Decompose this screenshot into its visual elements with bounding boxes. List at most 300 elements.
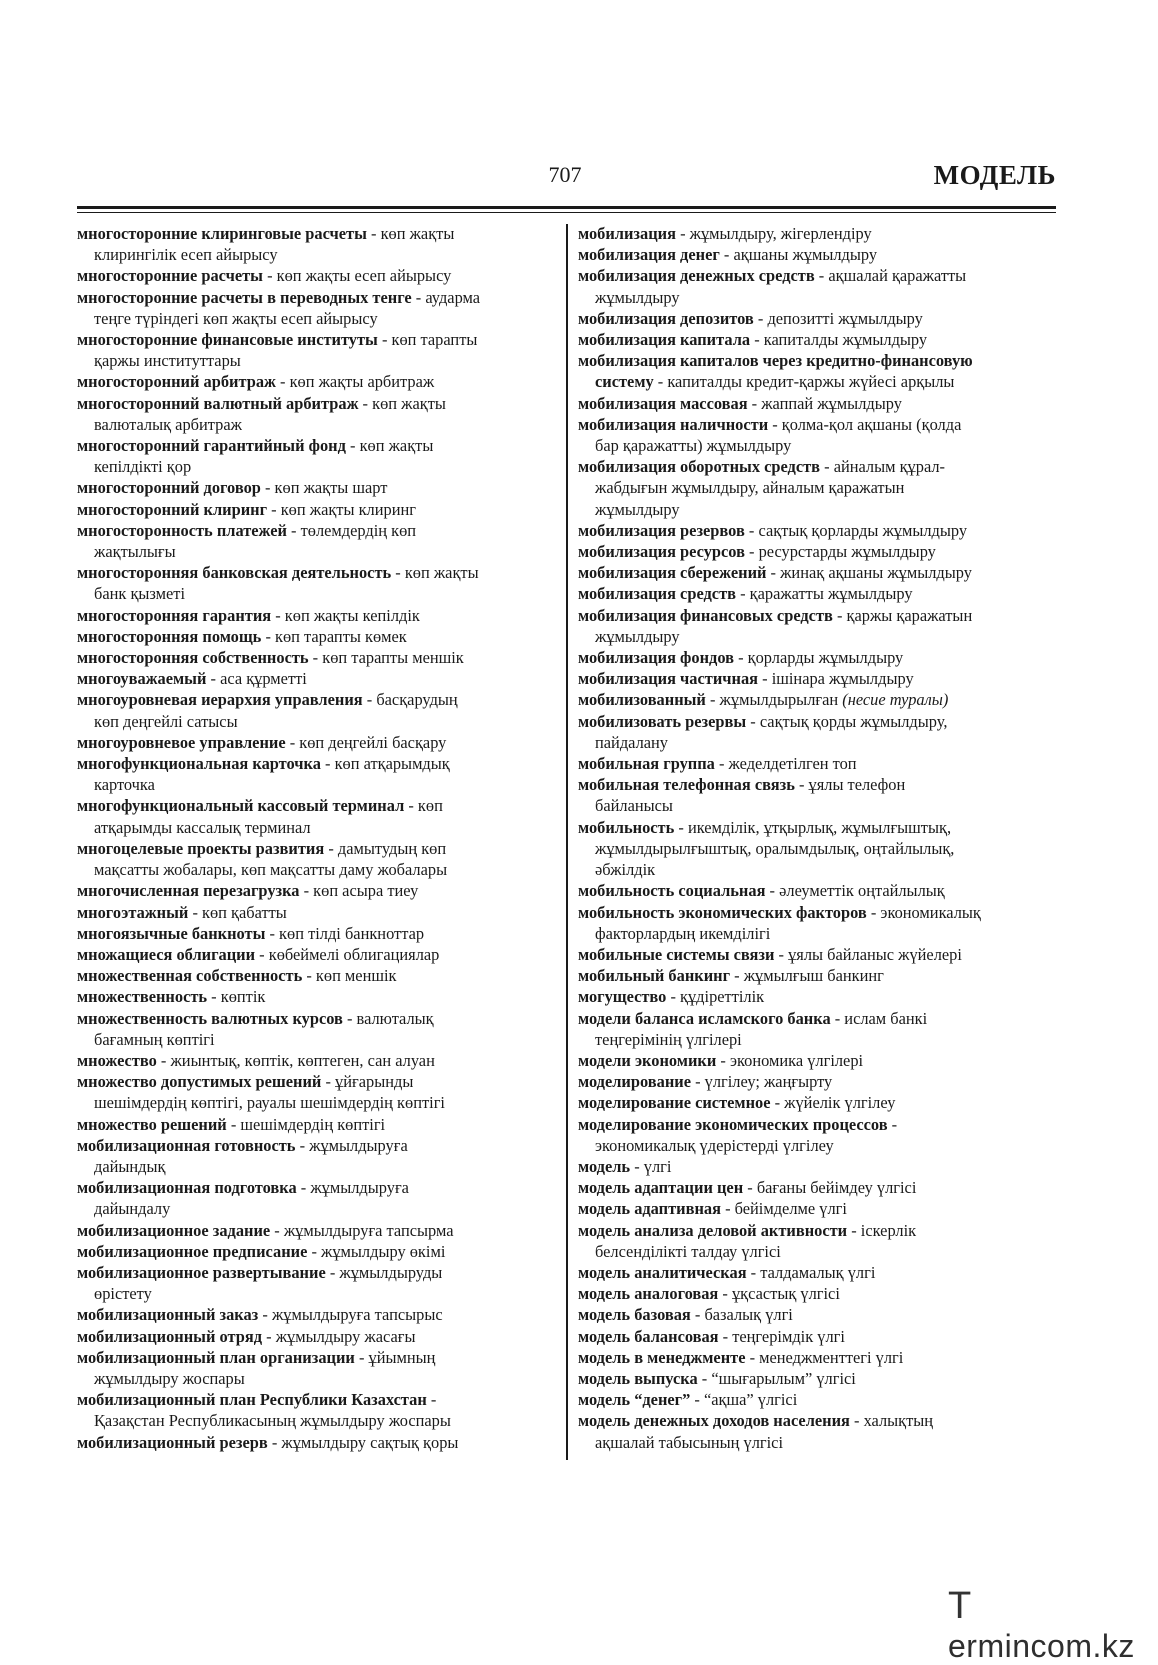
entry-separator: -	[653, 372, 668, 392]
entry-separator: -	[666, 987, 681, 1007]
dictionary-entry	[77, 1135, 555, 1156]
entry-separator: -	[362, 690, 377, 710]
entry-separator: -	[285, 732, 300, 752]
entry-continuation: дайындық	[94, 1156, 166, 1176]
entry-term: многочисленная перезагрузка	[77, 881, 300, 901]
dictionary-entry	[77, 477, 555, 498]
entry-translation: көп	[417, 796, 443, 816]
dictionary-entry	[77, 923, 555, 944]
entry-translation: көп тілді банкноттар	[279, 923, 425, 943]
entry-translation: үлгі	[643, 1156, 672, 1176]
entry-term: многоцелевые проекты развития	[77, 838, 325, 858]
dictionary-entry	[77, 1071, 555, 1092]
dictionary-entry	[578, 1220, 1056, 1241]
dictionary-entry	[578, 774, 1056, 795]
entry-translation: қолма-қол ақшаны (қолда	[781, 414, 962, 434]
dictionary-entry	[77, 838, 555, 859]
entry-separator: -	[847, 1220, 861, 1240]
dictionary-entry	[77, 1262, 555, 1283]
entry-separator: -	[206, 669, 221, 689]
entry-separator: -	[295, 1135, 310, 1155]
entry-translation: көп жақты кепілдік	[284, 605, 420, 625]
entry-term: многосторонняя гарантия	[77, 605, 272, 625]
entry-term: модель аналоговая	[578, 1284, 719, 1304]
dictionary-entry	[77, 1114, 555, 1135]
entry-separator: -	[768, 414, 782, 434]
entry-translation: ақшаны жұмылдыру	[733, 245, 878, 265]
entry-translation: жинақ ақшаны жұмылдыру	[780, 563, 972, 583]
entry-translation: жұмылдыруға тапсырыс	[271, 1305, 443, 1325]
dictionary-entry	[578, 711, 1056, 732]
entry-translation: әлеуметтік оңтайлылық	[779, 881, 945, 901]
entry-term: мобилизация финансовых средств	[578, 605, 833, 625]
watermark-mark: T	[948, 1585, 972, 1627]
entry-continuation: кепілдікті қор	[94, 457, 192, 477]
entry-separator: -	[258, 1305, 272, 1325]
entry-separator: -	[744, 542, 759, 562]
entry-separator: -	[261, 626, 276, 646]
entry-translation: жұмылдыру, жігерлендіру	[689, 224, 872, 243]
entry-separator: -	[262, 266, 277, 286]
entry-translation: көп жақты	[380, 224, 455, 243]
entry-separator: -	[267, 499, 281, 519]
entry-translation: ресурстарды жұмылдыру	[758, 542, 936, 562]
entry-term: модель базовая	[578, 1305, 691, 1325]
entry-continuation: атқарымды кассалық терминал	[94, 817, 311, 837]
entry-translation: көбеймелі облигациялар	[268, 944, 440, 964]
dictionary-entry	[578, 1283, 1056, 1304]
entry-separator: -	[690, 1390, 704, 1410]
entry-translation: халықтың	[863, 1411, 934, 1431]
dictionary-entry	[77, 1389, 555, 1410]
entry-term: многосторонний договор	[77, 478, 261, 498]
entry-term: модель аналитическая	[578, 1262, 747, 1282]
entry-term: многосторонние финансовые институты	[77, 330, 378, 350]
entry-translation: “шығарылым” үлгісі	[711, 1368, 856, 1388]
entry-separator: -	[766, 563, 781, 583]
entry-separator: -	[156, 1050, 171, 1070]
entry-translation: ұқсастық үлгісі	[731, 1284, 840, 1304]
entry-separator: -	[697, 1368, 712, 1388]
entry-term: мобилизация капитала	[578, 330, 751, 350]
left-column	[77, 223, 555, 1453]
entry-separator: -	[324, 838, 338, 858]
entry-term: модель	[578, 1156, 631, 1176]
dictionary-entry	[578, 1050, 1056, 1071]
entry-continuation: теңгерімінің үлгілері	[595, 1029, 742, 1049]
dictionary-entry	[578, 350, 1056, 371]
entry-translation: қаражатты жұмылдыру	[749, 584, 913, 604]
dictionary-entry	[77, 732, 555, 753]
entry-separator: -	[302, 966, 316, 986]
dictionary-entry	[578, 1262, 1056, 1283]
header-rule-thin	[77, 212, 1056, 213]
entry-separator: -	[354, 1347, 369, 1367]
entry-term: мобилизация массовая	[578, 393, 748, 413]
entry-separator: -	[286, 520, 301, 540]
entry-translation: депозитті жұмылдыру	[767, 308, 923, 328]
entry-translation: сақтық қорларды жұмылдыру	[758, 520, 968, 540]
entry-continuation: мақсатты жобалары, көп мақсатты даму жобалары	[94, 860, 448, 880]
entry-translation: көптік	[220, 987, 266, 1007]
entry-term: мобилизационный план Республики Казахстан	[77, 1390, 427, 1410]
entry-separator: -	[299, 881, 314, 901]
entry-term: моделирование	[578, 1072, 691, 1092]
header-rule-thick	[77, 206, 1056, 209]
dictionary-entry	[77, 371, 555, 392]
dictionary-entry	[77, 605, 555, 626]
entry-continuation: факторлардың икемділігі	[595, 923, 771, 943]
dictionary-entry	[77, 795, 555, 816]
dictionary-entry	[578, 1092, 1056, 1113]
entry-continuation: банк қызметі	[94, 584, 186, 604]
entry-term: многосторонний валютный арбитраж	[77, 393, 359, 413]
entry-term: многосторонние расчеты в переводных тенге	[77, 287, 412, 307]
entry-translation: төлемдердің көп	[300, 520, 417, 540]
entry-separator: -	[770, 1093, 785, 1113]
entry-separator: -	[342, 1008, 357, 1028]
entry-continuation: дайындалу	[94, 1199, 171, 1219]
dictionary-entry	[578, 817, 1056, 838]
dictionary-entry	[578, 520, 1056, 541]
entry-separator: -	[366, 224, 381, 243]
entry-translation: валюталық	[356, 1008, 434, 1028]
dictionary-entry	[77, 965, 555, 986]
entry-separator: -	[743, 1178, 757, 1198]
entry-term: множественная собственность	[77, 966, 303, 986]
entry-separator: -	[260, 478, 275, 498]
entry-continuation: белсенділікті талдау үлгісі	[595, 1241, 781, 1261]
entry-term: модель в менеджменте	[578, 1347, 746, 1367]
entry-translation: жұмылдыруды	[339, 1262, 443, 1282]
dictionary-entry	[77, 944, 555, 965]
entry-translation: көп жақты	[359, 436, 434, 456]
entry-separator: -	[325, 1262, 340, 1282]
entry-continuation: жабдығын жұмылдыру, айналым қаражатын	[595, 478, 905, 498]
entry-translation: ішінара жұмылдыру	[771, 669, 914, 689]
entry-translation: базалық үлгі	[704, 1305, 793, 1325]
entry-separator: -	[207, 987, 221, 1007]
entry-term: модель адаптации цен	[578, 1178, 744, 1198]
dictionary-entry	[77, 1432, 555, 1453]
entry-term: мобилизация средств	[578, 584, 736, 604]
entry-translation: басқарудың	[376, 690, 458, 710]
entry-term: модели баланса исламского банка	[578, 1008, 831, 1028]
entry-translation: жұмылғыш банкинг	[743, 966, 884, 986]
entry-translation: экономика үлгілері	[729, 1050, 864, 1070]
dictionary-entry	[578, 944, 1056, 965]
entry-term: многосторонний гарантийный фонд	[77, 436, 346, 456]
dictionary-entry	[578, 456, 1056, 477]
entry-term: мобилизация фондов	[578, 648, 734, 668]
entry-term: многосторонние клиринговые расчеты	[77, 224, 367, 243]
dictionary-entry	[578, 965, 1056, 986]
entry-translation: икемділік, ұтқырлық, жұмылғыштық,	[687, 817, 952, 837]
dictionary-entry	[77, 902, 555, 923]
entry-note: (несие туралы)	[842, 690, 949, 710]
dictionary-entry	[578, 1008, 1056, 1029]
entry-separator: -	[705, 690, 720, 710]
entry-term: моделирование системное	[578, 1093, 771, 1113]
entry-term: мобилизация частичная	[578, 669, 759, 689]
entry-continuation: валюталық арбитраж	[94, 414, 242, 434]
entry-separator: -	[377, 330, 392, 350]
entry-term: множественность валютных курсов	[77, 1008, 343, 1028]
dictionary-entry	[578, 902, 1056, 923]
entry-separator: -	[690, 1305, 705, 1325]
dictionary-entry	[578, 689, 1056, 710]
dictionary-entry	[77, 562, 555, 583]
entry-term: многоуровневое управление	[77, 732, 286, 752]
entry-translation: жұмылдырылған	[719, 690, 839, 710]
dictionary-entry	[578, 223, 1056, 244]
entry-separator: -	[345, 436, 360, 456]
dictionary-entry	[77, 689, 555, 710]
dictionary-entry	[77, 1304, 555, 1325]
dictionary-entry	[578, 1198, 1056, 1219]
dictionary-entry	[77, 647, 555, 668]
entry-term: мобилизация депозитов	[578, 308, 754, 328]
entry-term: моделирование экономических процессов	[578, 1114, 888, 1134]
entry-translation: іскерлік	[860, 1220, 917, 1240]
entry-continuation: клирингілік есеп айырысу	[94, 245, 278, 265]
entry-term: мобилизация ресурсов	[578, 542, 745, 562]
entry-translation: капиталды жұмылдыру	[763, 330, 928, 350]
entry-continuation: жұмылдырылғыштық, оралымдылық, оңтайлылық,	[595, 838, 955, 858]
entry-term: модель анализа деловой активности	[578, 1220, 848, 1240]
entry-term: модель выпуска	[578, 1368, 698, 1388]
entry-term: мобилизация денежных средств	[578, 266, 815, 286]
entry-translation: көп жақты есеп айырысу	[276, 266, 452, 286]
column-divider	[566, 224, 568, 1460]
entry-translation: үлгілеу; жаңғырту	[704, 1072, 833, 1092]
entry-separator: -	[750, 330, 764, 350]
entry-translation: қорларды жұмылдыру	[747, 648, 904, 668]
entry-translation: жұмылдыру жасағы	[275, 1326, 416, 1346]
dictionary-entry	[578, 244, 1056, 265]
dictionary-entry	[578, 1326, 1056, 1347]
entry-separator: -	[267, 1432, 282, 1452]
dictionary-entry	[77, 668, 555, 689]
entry-translation: көп атқарымдық	[334, 754, 450, 774]
entry-continuation: әбжілдік	[595, 860, 656, 880]
entry-translation: жұмылдыруға	[310, 1178, 409, 1198]
entry-term: множество	[77, 1050, 157, 1070]
entry-term: мобилизация оборотных средств	[578, 457, 821, 477]
entry-translation: жұмылдыруға	[309, 1135, 408, 1155]
entry-separator: -	[820, 457, 834, 477]
entry-term: многосторонние расчеты	[77, 266, 263, 286]
entry-continuation: экономикалық үдерістерді үлгілеу	[595, 1135, 834, 1155]
dictionary-entry	[578, 880, 1056, 901]
entry-term: множество допустимых решений	[77, 1072, 322, 1092]
termincom-watermark	[948, 1585, 1158, 1665]
dictionary-entry	[77, 1050, 555, 1071]
entry-term: мобилизация наличности	[578, 414, 769, 434]
entry-translation: құдіреттілік	[680, 987, 765, 1007]
dictionary-entry	[578, 605, 1056, 626]
entry-term: мобильность экономических факторов	[578, 902, 867, 922]
entry-term: мобильная группа	[578, 754, 715, 774]
dictionary-entry	[578, 986, 1056, 1007]
entry-translation: жаппай жұмылдыру	[761, 393, 902, 413]
entry-translation: көп қабатты	[202, 902, 287, 922]
entry-separator: -	[747, 393, 762, 413]
dictionary-entry	[77, 753, 555, 774]
dictionary-entry	[578, 1389, 1056, 1410]
dictionary-entry	[578, 265, 1056, 286]
entry-term: мобилизационное задание	[77, 1220, 271, 1240]
entry-translation: “ақша” үлгісі	[703, 1390, 798, 1410]
entry-translation: бағаны бейімдеу үлгісі	[756, 1178, 917, 1198]
entry-term: многоуровневая иерархия управления	[77, 690, 363, 710]
entry-translation: сақтық қорды жұмылдыру,	[759, 711, 948, 731]
dictionary-entry	[578, 1177, 1056, 1198]
entry-translation: аударма	[425, 287, 481, 307]
entry-translation: көп жақты шарт	[274, 478, 388, 498]
entry-separator: -	[391, 563, 405, 583]
entry-separator: -	[849, 1411, 864, 1431]
entry-translation: ұялы байланыс жүйелері	[788, 944, 962, 964]
entry-continuation: жұмылдыру	[595, 626, 680, 646]
entry-translation: капиталды кредит-қаржы жүйесі арқылы	[667, 372, 955, 392]
entry-separator: -	[718, 1284, 732, 1304]
entry-translation: көп меншік	[315, 966, 397, 986]
entry-separator: -	[262, 1326, 276, 1346]
entry-translation: жұмылдыру өкімі	[321, 1241, 446, 1261]
running-head: МОДЕЛЬ	[933, 160, 1056, 190]
entry-term: модель балансовая	[578, 1326, 719, 1346]
entry-term: множественность	[77, 987, 208, 1007]
entry-term: многосторонний арбитраж	[77, 372, 276, 392]
entry-continuation: байланысы	[595, 796, 673, 816]
entry-term: мобилизовать резервы	[578, 711, 747, 731]
entry-term: мобилизационный заказ	[77, 1305, 259, 1325]
entry-translation: теңгерімдік үлгі	[732, 1326, 845, 1346]
entry-term: множащиеся облигации	[77, 944, 256, 964]
entry-separator: -	[794, 775, 809, 795]
dictionary-entry	[578, 414, 1056, 435]
entry-translation: жиынтық, көптік, көптеген, сан алуан	[170, 1050, 435, 1070]
entry-term: модель денежных доходов населения	[578, 1411, 850, 1431]
entry-separator: -	[691, 1072, 705, 1092]
entry-term: многосторонняя банковская деятельность	[77, 563, 392, 583]
entry-translation: көп тарапты көмек	[275, 626, 407, 646]
entry-translation: көп жақты клиринг	[280, 499, 416, 519]
entry-translation: ақшалай қаражатты	[828, 266, 967, 286]
dictionary-entry	[77, 499, 555, 520]
entry-separator: -	[271, 605, 285, 625]
entry-separator: -	[308, 648, 323, 668]
entry-continuation	[578, 371, 1056, 392]
entry-separator: -	[716, 1050, 730, 1070]
entry-continuation: Қазақстан Республикасының жұмылдыру жоспары	[94, 1411, 451, 1431]
entry-term: многоязычные банкноты	[77, 923, 266, 943]
entry-separator: -	[866, 902, 881, 922]
dictionary-entry	[77, 1241, 555, 1262]
entry-term: мобилизационное развертывание	[77, 1262, 326, 1282]
entry-translation: көп тарапты	[391, 330, 478, 350]
entry-separator: -	[226, 1114, 241, 1134]
dictionary-entry	[578, 1368, 1056, 1389]
dictionary-entry	[77, 393, 555, 414]
entry-translation: айналым құрал-	[833, 457, 945, 477]
entry-continuation: шешімдердің көптігі, рауалы шешімдердің көптігі	[94, 1093, 445, 1113]
dictionary-entry	[578, 1071, 1056, 1092]
dictionary-entry	[77, 1177, 555, 1198]
entry-separator: -	[758, 669, 772, 689]
entry-separator: -	[746, 711, 760, 731]
entry-term: многосторонняя собственность	[77, 648, 309, 668]
entry-term: многоэтажный	[77, 902, 189, 922]
entry-separator: -	[735, 584, 750, 604]
entry-term: мобилизационная подготовка	[77, 1178, 297, 1198]
entry-separator: -	[744, 520, 759, 540]
entry-separator: -	[714, 754, 729, 774]
entry-separator: -	[674, 817, 688, 837]
dictionary-entry	[77, 265, 555, 286]
entry-term: мобилизованный	[578, 690, 706, 710]
entry-term: мобилизация резервов	[578, 520, 745, 540]
dictionary-entry	[77, 626, 555, 647]
entry-separator: -	[765, 881, 780, 901]
dictionary-entry	[77, 986, 555, 1007]
entry-separator: -	[275, 372, 290, 392]
entry-term: могущество	[578, 987, 667, 1007]
entry-translation: ислам банкі	[844, 1008, 928, 1028]
entry-translation: ұйғарынды	[335, 1072, 414, 1092]
dictionary-entry	[578, 1156, 1056, 1177]
dictionary-entry	[578, 647, 1056, 668]
entry-continuation: карточка	[94, 775, 155, 795]
entry-term: мобилизационный отряд	[77, 1326, 263, 1346]
entry-translation: көп жақты	[372, 393, 446, 413]
entry-term: мобилизационная готовность	[77, 1135, 296, 1155]
entry-translation: көп тарапты меншік	[322, 648, 464, 668]
dictionary-entry	[578, 1304, 1056, 1325]
entry-separator: -	[675, 224, 690, 243]
entry-translation: бейімделме үлгі	[734, 1199, 847, 1219]
entry-separator: -	[426, 1390, 437, 1410]
entry-separator: -	[307, 1241, 322, 1261]
entry-continuation: ақшалай табысының үлгісі	[595, 1432, 784, 1452]
entry-term: многосторонняя помощь	[77, 626, 262, 646]
entry-separator: -	[411, 287, 426, 307]
entry-continuation: жұмылдыру	[595, 287, 680, 307]
entry-separator: -	[404, 796, 418, 816]
entry-separator: -	[320, 754, 335, 774]
entry-translation: көп жақты	[404, 563, 479, 583]
entry-separator: -	[733, 648, 748, 668]
dictionary-entry	[77, 223, 555, 244]
entry-term: мобилизация	[578, 224, 676, 243]
entry-separator: -	[753, 308, 768, 328]
entry-translation: ұялы телефон	[808, 775, 906, 795]
entry-translation: көп жақты арбитраж	[289, 372, 435, 392]
dictionary-entry	[578, 753, 1056, 774]
entry-continuation: көп деңгейлі сатысы	[94, 711, 238, 731]
entry-translation: қаржы қаражатын	[846, 605, 973, 625]
dictionary-entry	[578, 1114, 1056, 1135]
entry-separator: -	[719, 245, 734, 265]
dictionary-entry	[578, 583, 1056, 604]
dictionary-entry	[578, 668, 1056, 689]
entry-translation: шешімдердің көптігі	[240, 1114, 386, 1134]
entry-separator: -	[270, 1220, 284, 1240]
entry-separator: -	[814, 266, 829, 286]
entry-term: мобильная телефонная связь	[578, 775, 795, 795]
watermark-text: ermincom.kz	[948, 1628, 1135, 1664]
